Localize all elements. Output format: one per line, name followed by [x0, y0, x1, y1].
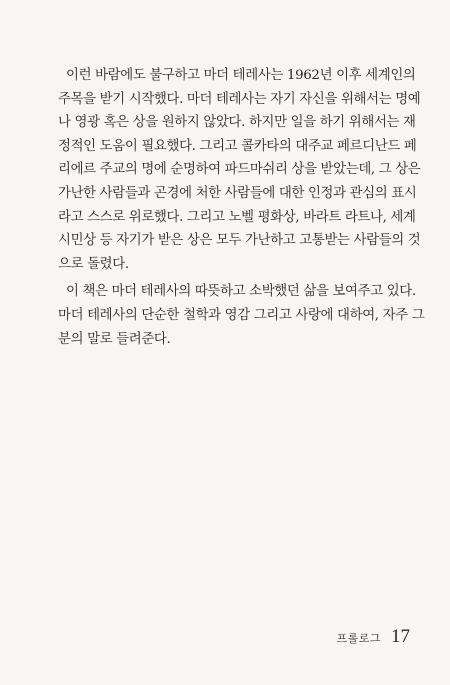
paragraph-2-line-3: 분의 말로 들려준다.: [58, 331, 171, 347]
paragraph-1-line-1: 이런 바람에도 불구하고 마더 테레사는 1962년 이후 세계인의: [66, 68, 416, 83]
paragraph-2-line-2: 마더 테레사의 단순한 철학과 영감 그리고 사랑에 대하여, 자주 그: [58, 307, 425, 323]
page-number: 17: [391, 626, 410, 647]
body-text: [58, 64, 425, 351]
paragraph-1-line-8: 시민상 등 자기가 받은 상은 모두 가난하고 고통받는 사람들의 것: [58, 233, 421, 249]
paragraph-1-line-4: 정적인 도움이 필요했다. 그리고 콜카타의 대주교 페르디난드 페: [58, 138, 417, 154]
paragraph-1-line-6: 가난한 사람들과 곤경에 처한 사람들에 대한 인정과 관심의 표시: [58, 185, 417, 201]
paragraph-1-line-5: 리에르 주교의 명에 순명하여 파드마쉬리 상을 받았는데, 그 상은: [58, 162, 421, 178]
paragraph-1-line-3: 나 영광 혹은 상을 원하지 않았다. 하지만 일을 하기 위해서는 재: [58, 115, 416, 131]
paragraph-1-line-7: 라고 스스로 위로했다. 그리고 노벨 평화상, 바라트 라트나, 세계: [58, 209, 416, 225]
paragraph-1-line-2: 주목을 받기 시작했다. 마더 테레사는 자기 자신을 위해서는 명예: [58, 91, 421, 107]
paragraph-1-line-9: 으로 돌렸다.: [58, 256, 129, 272]
page-footer: [336, 626, 410, 648]
paragraph-2-line-1: 이 책은 마더 테레사의 따뜻하고 소박했던 삶을 보여주고 있다.: [66, 284, 416, 300]
section-title: 프롤로그: [336, 632, 381, 645]
